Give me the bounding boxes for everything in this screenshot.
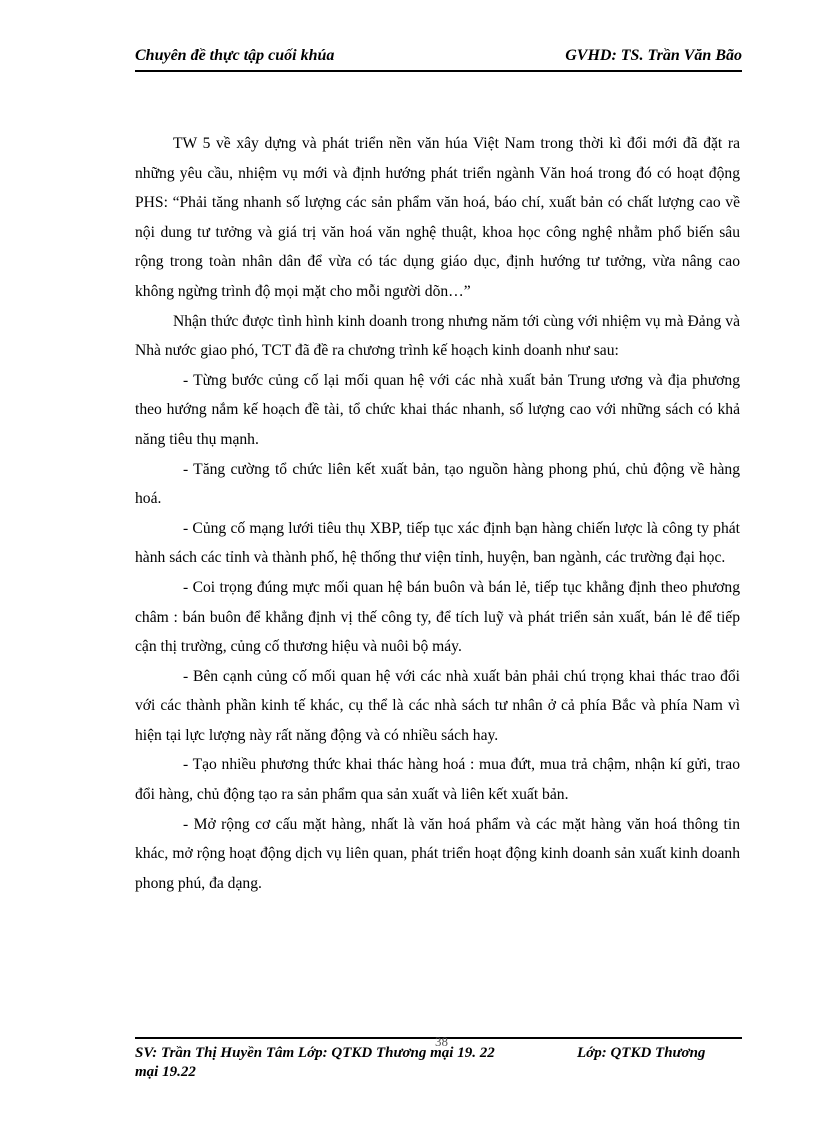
footer-class-continued: mại 19.22 bbox=[135, 1064, 196, 1080]
header-title: Chuyên đề thực tập cuối khúa bbox=[135, 47, 335, 64]
bullet-item: - Mở rộng cơ cấu mặt hàng, nhất là văn hoá phẩm và các mặt hàng văn hoá thông tin khác, mở rộng hoạt động dịch vụ liên quan, phát triển hoạt động kinh doanh sản xuất kinh doanh phong phú, đa dạng. bbox=[135, 815, 740, 892]
bullet-item: - Từng bước củng cố lại mối quan hệ với các nhà xuất bản Trung ương và địa phương theo hướng nắm kế hoạch đề tài, tổ chức khai thác nhanh, số lượng cao với những sách có khả năng tiêu thụ mạnh. bbox=[135, 371, 740, 448]
page-footer bbox=[135, 1034, 742, 1082]
page-header bbox=[135, 44, 742, 72]
bullet-item: - Củng cố mạng lưới tiêu thụ XBP, tiếp tục xác định bạn hàng chiến lược là công ty phát hành sách các tỉnh và thành phố, hệ thống thư viện tỉnh, huyện, ban ngành, các trường đại học. bbox=[135, 519, 740, 567]
bullet-item: - Coi trọng đúng mực mối quan hệ bán buôn và bán lẻ, tiếp tục khẳng định theo phương châm : bán buôn để khẳng định vị thế công ty, để tích luỹ và phát triển sản xuất, bán lẻ để tiếp cận thị trường, củng cố thương hiệu và nuôi bộ máy. bbox=[135, 578, 740, 656]
document-body bbox=[135, 129, 740, 898]
header-advisor: GVHD: TS. Trần Văn Bão bbox=[565, 47, 742, 64]
bullet-item: - Tạo nhiều phương thức khai thác hàng hoá : mua đứt, mua trả chậm, nhận kí gửi, trao đổi hàng, chủ động tạo ra sản phẩm qua sản xuất và liên kết xuất bản. bbox=[135, 756, 740, 804]
paragraph: Nhận thức được tình hình kinh doanh trong nhưng năm tới cùng với nhiệm vụ mà Đảng và Nhà nước giao phó, TCT đã đề ra chương trình kế hoạch kinh doanh như sau: bbox=[135, 312, 740, 360]
bullet-item: - Bên cạnh củng cố mối quan hệ với các nhà xuất bản phải chú trọng khai thác trao đổi với các thành phần kinh tế khác, cụ thể là các nhà sách tư nhân ở cả phía Bắc và phía Nam vì hiện tại lực lượng này rất năng động và có nhiều sách hay. bbox=[135, 667, 740, 744]
footer-class: Lớp: QTKD Thương bbox=[577, 1045, 706, 1061]
page-number: 38 bbox=[435, 1034, 448, 1049]
bullet-item: - Tăng cường tổ chức liên kết xuất bản, tạo nguồn hàng phong phú, chủ động về hàng hoá. bbox=[135, 460, 740, 508]
paragraph: TW 5 về xây dựng và phát triển nền văn húa Việt Nam trong thời kì đổi mới đã đặt ra những yêu cầu, nhiệm vụ mới và định hướng phát triển ngành Văn hoá trong đó có hoạt động PHS: “Phải tăng nhanh số lượng các sản phẩm văn hoá, báo chí, xuất bản có chất lượng cao về nội dung tư tưởng và giá trị văn hoá văn nghệ thuật, khoa học công nghệ nhằm phổ biến sâu rộng trong toàn nhân dân để vừa có tác dụng giáo dục, định hướng tư tưởng, vừa nâng cao không ngừng trình độ mọi mặt cho mỗi người dõn…” bbox=[135, 135, 740, 300]
footer-student: SV: Trần Thị Huyền Tâm Lớp: QTKD Thương mại 19. 22 bbox=[135, 1045, 495, 1061]
